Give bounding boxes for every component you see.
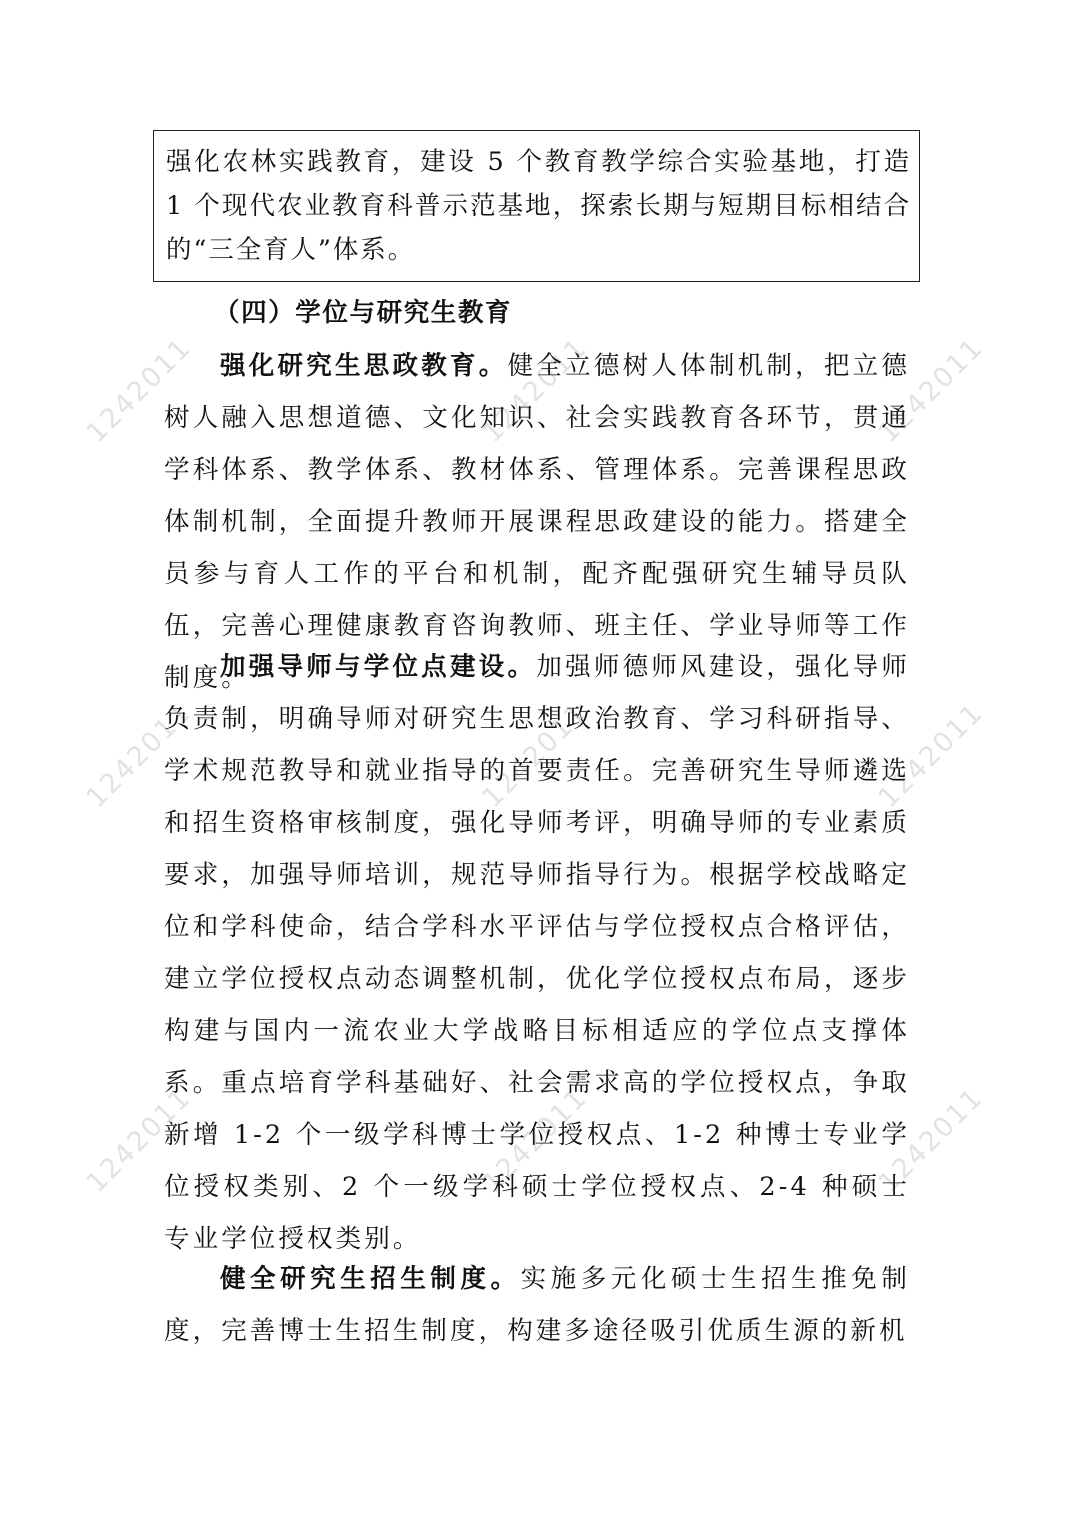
watermark: 1242011 xyxy=(476,332,594,449)
boxed-text: 强化农林实践教育，建设 5 个教育教学综合实验基地，打造 1 个现代农业教育科普示范基地，探索长期与短期目标相结合的“三全育人”体系。 xyxy=(166,147,911,265)
watermark: 1242011 xyxy=(872,697,990,814)
watermark: 1242011 xyxy=(476,1082,594,1199)
section-heading: （四）学位与研究生教育 xyxy=(214,298,513,328)
watermark: 1242011 xyxy=(80,697,198,814)
watermark: 1242011 xyxy=(872,1082,990,1199)
paragraph-body: 加强师德师风建设，强化导师负责制，明确导师对研究生思想政治教育、学习科研指导、学术规范教导和就业指导的首要责任。完善研究生导师遴选和招生资格审核制度，强化导师考评，明确导师的专业素质要求，加强导师培训，规范导师指导行为。根据学校战略定位和学科使命，结合学科水平评估与学位授权点合格评估，建立学位授权点动态调整机制，优化学位授权点布局，逐步构建与国内一流农业大学战略目标相适应的学位点支撑体系。重点培育学科基础好、社会需求高的学位授权点，争取新增 1-2 个一级学科博士学位授权点、1-2 种博士专业学位授权类别、2 个一级学科硕士学位授权点、2-4 种硕士专业学位授权类别。 xyxy=(164,652,910,1254)
paragraph-body: 健全立德树人体制机制，把立德树人融入思想道德、文化知识、社会实践教育各环节，贯通学科体系、教学体系、教材体系、管理体系。完善课程思政体制机制，全面提升教师开展课程思政建设的能力。搭建全员参与育人工作的平台和机制，配齐配强研究生辅导员队伍，完善心理健康教育咨询教师、班主任、学业导师等工作制度。 xyxy=(164,351,910,693)
watermark: 1242011 xyxy=(476,697,594,814)
paragraph-lead: 强化研究生思政教育。 xyxy=(220,351,508,381)
paragraph-body: 实施多元化硕士生招生推免制度，完善博士生招生制度，构建多途径吸引优质生源的新机 xyxy=(164,1264,910,1346)
paragraph-admission-system xyxy=(164,1253,910,1357)
boxed-text-block xyxy=(153,130,920,282)
watermark: 1242011 xyxy=(872,332,990,449)
watermark: 1242011 xyxy=(80,1082,198,1199)
paragraph-lead: 健全研究生招生制度。 xyxy=(220,1264,521,1294)
watermark: 1242011 xyxy=(80,332,198,449)
paragraph-supervisor-degree-points xyxy=(164,641,910,1265)
paragraph-lead: 加强导师与学位点建设。 xyxy=(220,652,537,682)
